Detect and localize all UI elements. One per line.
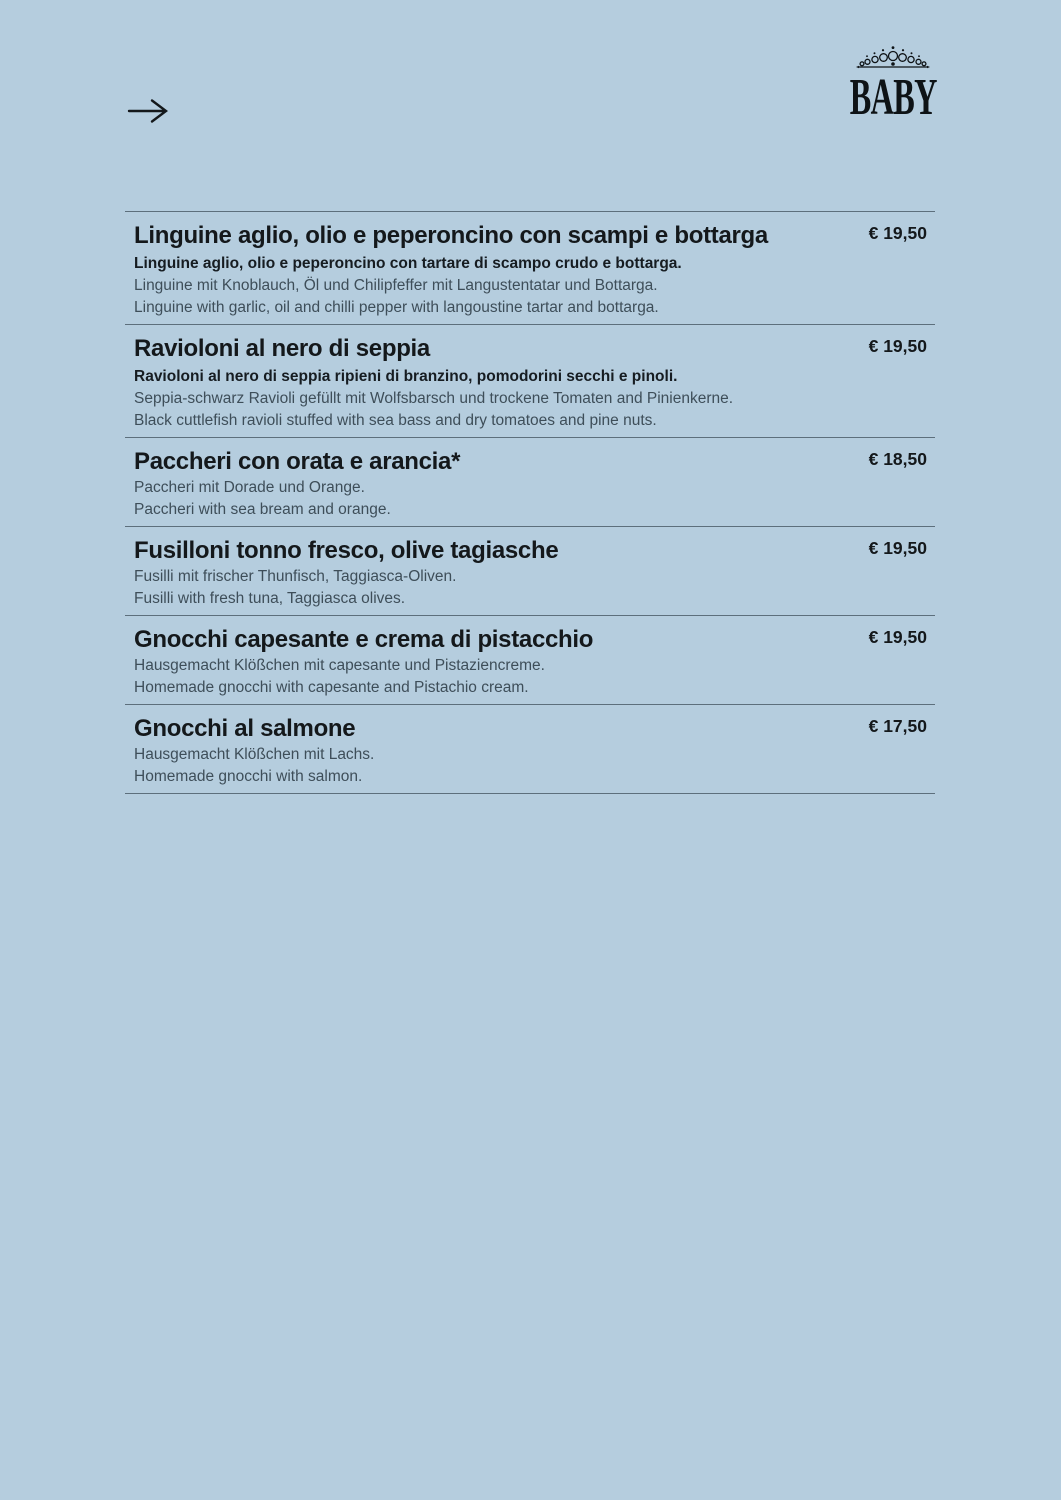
dish-description-german: Linguine mit Knoblauch, Öl und Chilipfeffer mit Langustentatar und Bottarga.: [134, 277, 658, 294]
dish-description-german: Seppia-schwarz Ravioli gefüllt mit Wolfsbarsch und trockene Tomaten and Pinienkerne.: [134, 390, 734, 407]
dish-price: € 19,50: [868, 223, 927, 243]
crown-icon: [854, 44, 932, 70]
dish-price: € 19,50: [868, 627, 927, 647]
brand-logo: [851, 44, 935, 126]
arrow-right-icon: [127, 96, 169, 126]
menu-item: [125, 437, 935, 526]
dish-description-english: Homemade gnocchi with capesante and Pistachio cream.: [134, 679, 529, 696]
back-arrow-button[interactable]: [127, 96, 169, 126]
menu-item: [125, 704, 935, 794]
dish-price: € 19,50: [868, 336, 927, 356]
menu-list: [125, 211, 935, 794]
menu-item: [125, 615, 935, 704]
dish-description-german: Hausgemacht Klößchen mit Lachs.: [134, 746, 375, 763]
dish-price: € 18,50: [868, 449, 927, 469]
dish-title: Gnocchi al salmone: [134, 715, 356, 742]
dish-price: € 19,50: [868, 538, 927, 558]
dish-header-row: [134, 334, 927, 364]
menu-item: [125, 526, 935, 615]
dish-header-row: [134, 221, 927, 251]
dish-title: Linguine aglio, olio e peperoncino con scampi e bottarga: [134, 222, 768, 249]
dish-description-english: Linguine with garlic, oil and chilli pepper with langoustine tartar and bottarga.: [134, 299, 659, 316]
dish-header-row: [134, 625, 927, 655]
dish-header-row: [134, 536, 927, 566]
brand-name: BABY: [849, 69, 937, 126]
dish-title: Gnocchi capesante e crema di pistacchio: [134, 626, 594, 653]
dish-description-english: Homemade gnocchi with salmon.: [134, 768, 363, 785]
dish-description-english: Paccheri with sea bream and orange.: [134, 501, 391, 518]
dish-title: Paccheri con orata e arancia*: [134, 448, 461, 475]
dish-title: Ravioloni al nero di seppia: [134, 335, 430, 362]
dish-subtitle-italian: Ravioloni al nero di seppia ripieni di branzino, pomodorini secchi e pinoli.: [134, 368, 678, 385]
dish-header-row: [134, 447, 927, 477]
dish-header-row: [134, 714, 927, 744]
dish-description-english: Black cuttlefish ravioli stuffed with sea bass and dry tomatoes and pine nuts.: [134, 412, 657, 429]
dish-price: € 17,50: [868, 716, 927, 736]
menu-item: [125, 324, 935, 437]
menu-item: [125, 211, 935, 324]
dish-description-german: Paccheri mit Dorade und Orange.: [134, 479, 365, 496]
dish-subtitle-italian: Linguine aglio, olio e peperoncino con tartare di scampo crudo e bottarga.: [134, 255, 682, 272]
dish-description-german: Hausgemacht Klößchen mit capesante und Pistaziencreme.: [134, 657, 545, 674]
dish-title: Fusilloni tonno fresco, olive tagiasche: [134, 537, 559, 564]
dish-description-german: Fusilli mit frischer Thunfisch, Taggiasca-Oliven.: [134, 568, 457, 585]
dish-description-english: Fusilli with fresh tuna, Taggiasca olives.: [134, 590, 406, 607]
